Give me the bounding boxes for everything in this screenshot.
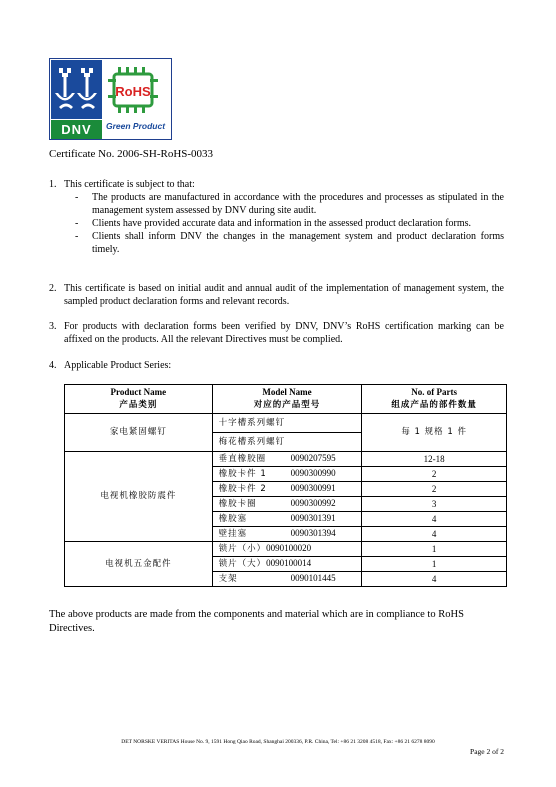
clause-1: 1. This certificate is subject to that: <box>49 179 195 190</box>
green-product-label: Green Product <box>106 121 166 131</box>
bullet-item: - The products are manufactured in accordance with the procedures and processes as stipulated in the management system assessed by DNV during site audit. <box>75 192 504 216</box>
page-number: Page 2 of 2 <box>470 747 504 756</box>
header-parts: No. of Parts 组成产品的部件数量 <box>362 385 507 414</box>
dnv-anchor-logo <box>51 60 102 119</box>
clause-3: 3. For products with declaration forms been verified by DNV, DNV’s RoHS certification marking can be affixed on the products. All the relevant Directives must be complied. <box>49 321 504 345</box>
clause-4: 4. Applicable Product Series: <box>49 360 172 371</box>
table-row: 壁挂塞 0090301394 4 <box>65 527 507 542</box>
table-header-row <box>65 385 507 414</box>
table-row: 梅花槽系列螺钉 <box>65 433 507 452</box>
header-model-name: Model Name 对应的产品型号 <box>212 385 362 414</box>
table-row: 家电紧固螺钉 十字槽系列螺钉 每 1 规格 1 件 <box>65 414 507 433</box>
rohs-chip-logo <box>108 65 160 122</box>
rohs-label: RoHS <box>115 84 151 99</box>
certificate-number: Certificate No. 2006-SH-RoHS-0033 <box>49 148 214 160</box>
table-row: 橡胶卡圈 0090300992 3 <box>65 497 507 512</box>
table-row: 锁片（大）0090100014 1 <box>65 557 507 572</box>
bullet-item: - Clients have provided accurate data and information in the assessed product declaration forms. <box>75 218 472 229</box>
dnv-wordmark: DNV <box>51 120 102 139</box>
table-row: 橡胶塞 0090301391 4 <box>65 512 507 527</box>
table-row: 橡胶卡件 1 0090300990 2 <box>65 467 507 482</box>
product-series-table <box>64 384 507 587</box>
bullet-item: - Clients shall inform DNV the changes in the management system and product declaration forms timely. <box>75 231 504 255</box>
header-product-name: Product Name 产品类别 <box>65 385 213 414</box>
certification-logo <box>49 58 172 140</box>
footer-address: DET NORSKE VERITAS House No. 9, 1591 Hong Qiao Road, Shanghai 200336, P.R. China, Tel: +86 21 3208 4518, Fax: +86 21 6278 8090 <box>121 739 435 745</box>
clause-2: 2. This certificate is based on initial audit and annual audit of the implementation of management system, the sampled product declaration forms and relevant records. <box>49 283 504 307</box>
table-row: 电视机五金配件 锁片（小）0090100020 1 <box>65 542 507 557</box>
anchor-icon <box>51 60 102 119</box>
table-row: 电视机橡胶防震件 垂直橡胶圈 0090207595 12-18 <box>65 452 507 467</box>
table-row: 橡胶卡件 2 0090300991 2 <box>65 482 507 497</box>
closing-statement: The above products are made from the components and material which are in compliance to RoHS Directives. <box>49 609 464 634</box>
table-row: 支架 0090101445 4 <box>65 572 507 587</box>
clause-1-bullets <box>64 191 504 256</box>
